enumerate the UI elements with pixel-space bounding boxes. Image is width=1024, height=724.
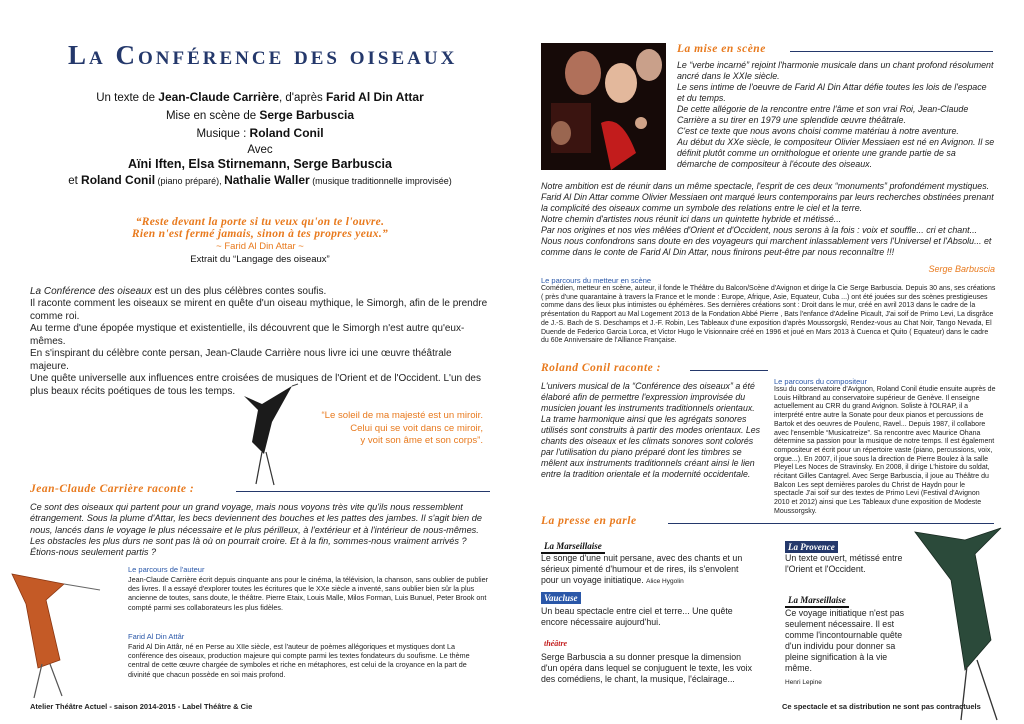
conil-section-heading: Roland Conil raconte : xyxy=(541,362,661,374)
credits-line-music: Musique : Roland Conil xyxy=(196,126,324,140)
staging-heading: La mise en scène xyxy=(677,43,766,55)
intro-paragraph-4: En s'inspirant du célèbre conte persan, Jean-Claude Carrière nous livre ici une œuvre théâtrale majeure. xyxy=(30,348,452,372)
left-footer: Atelier Théâtre Actuel - saison 2014-2015 - Label Théâtre & Cie xyxy=(30,702,253,711)
press-logo-vaucluse: Vaucluse xyxy=(541,592,581,604)
bird-figure-illustration xyxy=(222,382,302,487)
staging-signature: Serge Barbuscia xyxy=(928,264,995,274)
jcc-section-heading: Jean-Claude Carrière raconte : xyxy=(30,483,195,495)
stage-photo-image xyxy=(541,43,666,170)
epigraph-source: Extrait du “Langage des oiseaux” xyxy=(190,254,330,265)
jcc-section-rule xyxy=(236,491,490,492)
conil-section-rule xyxy=(690,370,768,371)
stage-photo xyxy=(541,43,666,170)
press-quote-1: Le songe d'une nuit persane, avec des chants et un sérieux pimenté d'humour et de rires, ils s'envolent pour un voyage initiatique. Alice Hygolin xyxy=(541,553,743,585)
press-quote-2: Un beau spectacle entre ciel et terre... Une quête encore nécessaire aujourd'hui. xyxy=(541,606,733,627)
orange-bird-illustration xyxy=(4,560,114,700)
credits-line-director: Mise en scène de Serge Barbuscia xyxy=(165,108,355,122)
press-quote-5: Ce voyage initiatique n'est pas seulement nécessaire. Il est comme l'incontournable quête d'un individu pour donner sa pleine signification à la vie même. Henri Lepine xyxy=(785,608,905,686)
page-title: La Conférence des oiseaux xyxy=(68,40,458,70)
director-bio-heading: Le parcours du metteur en scène xyxy=(541,276,652,285)
attar-bio-text: Farid Al Din Attâr, né en Perse au XIIe siècle, est l'auteur de poèmes allégoriques et mystiques dont La conférence des oiseaux, production majeure qui compte parmi les textes fondateurs du soufisme. Le thème central de cette œuvre chargée de symboles et riche en métaphores, est celui de la croyance en la part de divinité que chacun possède en soi mais profond. xyxy=(128,642,470,679)
intro-paragraph-3: Au terme d'une épopée mystique et existentielle, ils découvrent que le Simorgh n'est autre qu'eux-mêmes. xyxy=(30,323,465,347)
staging-text-full: Notre ambition est de réunir dans un même spectacle, l'esprit de ces deux “monuments” profondément mystiques. Farid Al Din Attar comme Olivier Messiaen ont marqué leurs contemporains par leurs recherches obstinées prenant la complicité des oiseaux comme un symbole des relations entre le ciel et la terre. Notre chemin d'artistes nous réunit ici dans un quintette hybride et métissé... Par nos origines et nos vies mêlées d'Orient et d'Occident, nous serons à la fois : voix et souffle... cri et chant... Nous nous confondrons sans doute en des voyageurs qui marchent inlassablement vers l'Universel et l'Absolu... et comme dans le conte de Farid Al Din Attar, nous finirons peut-être par nous reconnaître !!! xyxy=(541,181,994,257)
attar-bio-heading: Farid Al Din Attâr xyxy=(128,632,185,641)
composer-bio-text: Issu du conservatoire d'Avignon, Roland Conil étudie ensuite auprès de Louis Hiltbrand au conservatoire supérieur de Genève. Il enseigne actuellement au CRR du grand Avignon. Soliste à l'OLRAP, il a interprété entre autre la Sonate pour deux pianos et percussions de Bartok et des oeuvres de Poulenc, Ravel... Depuis 1987, il collabore avec l'ensemble “Musicatreize”. Sa rencontre avec Maurice Ohana détermine sa passion pour la musique de notre temps. Il est également compositeur et écrit pour un répertoire vaste (piano, percussions, voix, orgue...). En 2007, il joue sous la direction de Pierre Boulez à la salle Pleyel Les Noces de Stravinsky. En 2008, il dirige L'histoire du soldat, récitant Gilles Cantagrel. Avec Serge Barbuscia, il joue au Théâtre du Balcon Les sept dernières paroles du Christ de Haydn pour le spectacle J'ai soif sur des textes de Primo Levi (Festival d'Avignon 2010 et 2012) ainsi que Les Tableaux d'une exposition de Modeste Moussorgsky. xyxy=(774,386,996,515)
intro-paragraph-5: Une quête universelle aux influences entre croisées de musiques de l'Orient et de l'Occident. L'un des plus beaux récits poétiques de tous les temps. xyxy=(30,373,481,397)
credits-line-cast: Aïni Iften, Elsa Stirnemann, Serge Barbuscia xyxy=(128,157,392,171)
intro-paragraph-1: La Conférence des oiseaux est un des plus célèbres contes soufis. xyxy=(30,286,327,297)
credits-line-author: Un texte de Jean-Claude Carrière, d'après Farid Al Din Attar xyxy=(96,90,424,104)
staging-rule xyxy=(790,51,993,52)
intro-paragraph-2: Il raconte comment les oiseaux se mirent en quête d'un oiseau mythique, le Simorgh, afin de le prendre comme roi. xyxy=(30,298,488,322)
press-quote-3: Serge Barbuscia a su donner presque la dimension d'un opéra dans lequel se conjuguent le texte, les voix des comédiens, le chant, la musique, l'éclairage... xyxy=(541,652,752,684)
author-bio-heading: Le parcours de l'auteur xyxy=(128,565,205,574)
press-logo-provence: La Provence xyxy=(785,541,838,553)
author-bio-text: Jean-Claude Carrière écrit depuis cinquante ans pour le cinéma, la télévision, la chanson, sans oublier de publier des livres. Il a essayé d'explorer toutes les écritures que le XXe siècle a inventé, sans oublier bien sûr la plus ancienne de toutes, sans doute, le théâtre. Pierre Etaix, Louis Malle, Milos Forman, Luis Bunuel, Peter Brook ont compté parmi ses collaborateurs les plus fidèles. xyxy=(128,575,488,612)
press-logo-marseillaise-2: La Marseillaise xyxy=(785,594,849,608)
credits-line-musicians: et Roland Conil (piano préparé), Nathalie Waller (musique traditionnelle improvisée) xyxy=(68,173,452,187)
conil-section-text: L'univers musical de la “Conférence des oiseaux” a été élaboré afin de permettre l'expression improvisée du musicien jouant les instruments traditionnels orientaux. La trame harmonique ainsi que les agrégats sonores utilisés sont construits à partir des modes orientaux. Les chants des oiseaux et les climats sonores sont colorés par l'utilisation du piano préparé dont les timbres se mêlent aux instruments traditionnels créant ainsi le lien entre la tradition orientale et la modernité occidentale. xyxy=(541,381,761,479)
epigraph-quote: “Reste devant la porte si tu veux qu'on te l'ouvre. Rien n'est fermé jamais, sinon à tes propres yeux.” xyxy=(131,216,389,240)
press-quote-4: Un texte ouvert, métissé entre l'Orient et l'Occident. xyxy=(785,553,903,574)
press-heading: La presse en parle xyxy=(541,515,637,527)
staging-text-short: Le “verbe incarné” rejoint l'harmonie musicale dans un chant profond résolument ancré dans le XXIe siècle. Le sens intime de l'oeuvre de Farid Al Din Attar défie toutes les lois de l'espace et du temps. De cette allégorie de la rencontre entre l'âme et son vrai Roi, Jean-Claude Carrière a su tirer en 1979 une splendide œuvre théâtrale. C'est ce texte que nous avons choisi comme matériau à notre aventure. Au début du XXe siècle, le compositeur Olivier Messiaen est né en Avignon. Il se définit plutôt comme un ornithologue et oriente une grande partie de sa démarche de compositeur à l'écoute des oiseaux. xyxy=(677,60,995,169)
green-bird-illustration xyxy=(905,520,1024,724)
poem-quote: “Le soleil de ma majesté est un miroir. Celui qui se voit dans ce miroir, y voit son âme et son corps”. xyxy=(321,410,483,446)
press-logo-theatre: théâtre xyxy=(544,639,568,648)
composer-bio-heading: Le parcours du compositeur xyxy=(774,377,867,386)
director-bio-text: Comédien, metteur en scène, auteur, il fonde le Théâtre du Balcon/Scène d'Avignon et dirige la Cie Serge Barbuscia. Depuis 30 ans, ses créations ( près d'une quarantaine à travers la France et le monde : Europe, Afrique, Asie, Equateur, Cuba ...) ont été jouées sur des scènes prestigieuses comme dans des lieux plus intimistes ou éphémères. Ses dernières créations sont : Droit dans le mur, créé en avril 2013 dans le cadre de la présentation du Rapport au Mal Logement 2013 de la Fondation Abbé Pierre , Bats l'enfance d'Adeline Picault, J'ai soif de Primo Levi, La disgrâce de J.-S. Bach de S. Deschamps et J.-F. Robin, Les Tableaux d'une exposition d'après Moussorgski, Rendez-vous au Chat Noir, Tango Nevada, El Duende de Federico Garcia Lorca, et Victor Hugo le Visionnaire créé en 1996 et joué en Mars 2013 à Cuenca et Quito ( Equateur) dans le cadre du 60e Anniversaire de l'Alliance Française. xyxy=(541,285,996,345)
epigraph-author: ~ Farid Al Din Attar ~ xyxy=(216,241,304,252)
press-logo-marseillaise: La Marseillaise xyxy=(541,540,605,554)
jcc-section-text: Ce sont des oiseaux qui partent pour un grand voyage, mais nous voyons très vite qu'ils nous ressemblent étrangement. Sous la plume d'Attar, les becs deviennent des bouches et les pattes des jambes. Il s'agit bien de nous, lancés dans le voyage le plus nécessaire et le plus périlleux, à l'extérieur et à l'intérieur de nous-mêmes. Les obstacles les plus durs ne sont pas là où on pourrait croire. Et à la fin, sommes-nous vraiment arrivés ? Étions-nous seulement partis ? xyxy=(30,502,482,558)
credits-line-with: Avec xyxy=(247,144,273,156)
right-footer: Ce spectacle et sa distribution ne sont pas contractuels xyxy=(782,702,981,711)
